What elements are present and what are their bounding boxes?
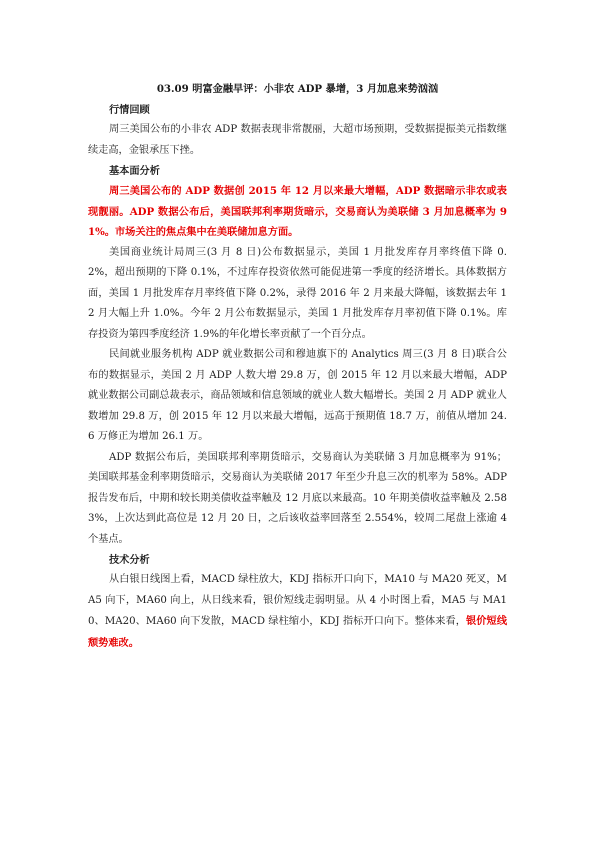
technical-paragraph [88,570,507,654]
page-title: 03.09 明富金融早评：小非农 ADP 暴增，3 月加息来势汹汹 [156,83,439,95]
fundamental-paragraph-1: 美国商业统计局周三(3 月 8 日)公布数据显示，美国 1 月批发库存月率终值下降 0.2%，超出预期的下降 0.1%，不过库存投资依然可能促进第一季度的经济增长。具体数据方面，美国 1 月批发库存月率终值下降 0.2%，录得 2016 年 2 月来最大降幅，该数据去年 12 月大幅上升 1.0%。今年 2 月公布数据显示，美国 1 月批发库存月率初值下降 0.1%。库存投资为第四季度经济 1.9%的年化增长率贡献了一个百分点。 [88,246,507,340]
technical-text: 从白银日线图上看，MACD 绿柱放大，KDJ 指标开口向下，MA10 与 MA20 死叉，MA5 向下，MA60 向上，从日线来看，银价短线走弱明显。从 4 小时图上看，MA5 与 MA10、MA20、MA60 向下发散，MACD 绿柱缩小，KDJ 指标开口向下。整体来看， [88,574,507,627]
heading-technical: 技术分析 [109,554,150,566]
fundamental-highlight-paragraph: 周三美国公布的 ADP 数据创 2015 年 12 月以来最大增幅，ADP 数据暗示非农或表现靓丽。ADP 数据公布后，美国联邦利率期货暗示，交易商认为美联储 3 月加息概率为 91%。市场关注的焦点集中在美联储加息方面。 [88,185,507,238]
fundamental-paragraph-2: 民间就业服务机构 ADP 就业数据公司和穆迪旗下的 Analytics 周三(3 月 8 日)联合公布的数据显示，美国 2 月 ADP 人数大增 29.8 万，创 2015 年 12 月以来最大增幅，ADP 就业数据公司副总裁表示，商品领域和信息领域的就业人数大幅增长。美国 2 月 ADP 就业人数增加 29.8 万，创 2015 年 12 月以来最大增幅，远高于预期值 18.7 万，前值从增加 24.6 万修正为增加 26.1 万。 [88,349,507,442]
heading-review: 行情回顾 [109,104,150,116]
heading-fundamental: 基本面分析 [109,165,160,177]
fundamental-paragraph-3: ADP 数据公布后，美国联邦利率期货暗示，交易商认为美联储 3 月加息概率为 91%；美国联邦基金利率期货暗示，交易商认为美联储 2017 年至少升息三次的机率为 58%。ADP 报告发布后，中期和较长期美债收益率触及 12 月底以来最高。10 年期美债收益率触及 2.583%，上次达到此高位是 12 月 20 日，之后该收益率回落至 2.554%，较周二尾盘上涨逾 4 个基点。 [88,451,507,545]
technical-highlight: 银价短线颓势难改。 [88,615,508,649]
review-paragraph: 周三美国公布的小非农 ADP 数据表现非常靓丽，大超市场预期，受数据提振美元指数继续走高，金银承压下挫。 [88,124,507,156]
